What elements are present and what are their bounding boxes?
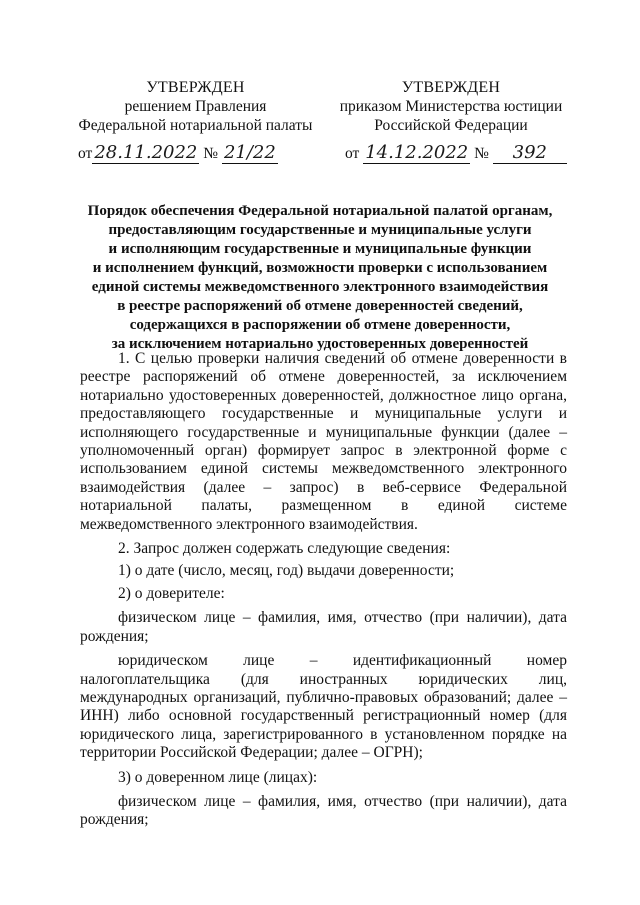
number-label: №: [474, 145, 489, 162]
number-label: №: [203, 145, 219, 162]
title-line: за исключением нотариально удостоверенных доверенностей: [111, 336, 529, 352]
principal-legal-entity: юридическом лице – идентификационный номер налогоплательщика (для иностранных юридических лиц, международных организаций, публично-правовых образований; далее – ИНН) либо основной государственный регистрационный номер (для юридического лица, зарегистрированного в установленном порядке на территории Российской Федерации; далее – ОГРН);: [80, 652, 567, 762]
list-item-date: 1) о дате (число, месяц, год) выдачи доверенности;: [118, 562, 455, 580]
approval-line: решением Правления: [124, 98, 267, 115]
approval-date-line-right: [345, 143, 567, 164]
title-line: единой системы межведомственного электронного взаимодействия: [91, 279, 549, 295]
handwritten-number: 21/22: [223, 142, 276, 163]
approval-heading: УТВЕРЖДЕН: [146, 79, 245, 96]
handwritten-number: 392: [493, 143, 567, 164]
title-line: и исполнением функций, возможности проверки с использованием: [92, 260, 548, 276]
date-prefix: от: [78, 145, 93, 162]
title-line: содержащихся в распоряжении об отмене доверенности,: [129, 317, 511, 333]
approval-block-right: [332, 78, 570, 135]
approval-block-left: [78, 78, 313, 135]
handwritten-date: 28.11.2022: [94, 142, 198, 163]
approval-date-line-left: [78, 143, 278, 164]
title-line: и исполняющим государственные и муниципальные функции: [108, 241, 532, 257]
handwritten-date: 14.12.2022: [365, 142, 469, 163]
principal-individual: физическом лице – фамилия, имя, отчество (при наличии), дата рождения;: [80, 609, 567, 645]
list-item-attorney: 3) о доверенном лице (лицах):: [118, 768, 318, 786]
approval-line: Российской Федерации: [374, 117, 528, 134]
title-line: предоставляющим государственные и муниципальные услуги: [108, 222, 532, 238]
list-item-principal: 2) о доверителе:: [118, 584, 225, 602]
date-prefix: от: [345, 145, 360, 162]
document-body: [80, 350, 567, 836]
document-title: [70, 202, 570, 354]
title-line: Порядок обеспечения Федеральной нотариальной палатой органам,: [87, 203, 553, 219]
title-line: в реестре распоряжений об отмене доверенностей сведений,: [117, 298, 523, 314]
approval-heading: УТВЕРЖДЕН: [401, 79, 501, 96]
paragraph-2: 2. Запрос должен содержать следующие сведения:: [118, 540, 451, 558]
approval-line: приказом Министерства юстиции: [339, 98, 563, 115]
attorney-individual: физическом лице – фамилия, имя, отчество (при наличии), дата рождения;: [80, 792, 567, 829]
paragraph-1: 1. С целью проверки наличия сведений об отмене доверенности в реестре распоряжений об отмене доверенностей, за исключением нотариально удостоверенных доверенностей, должностное лицо органа, предоставляющего государственные и муниципальные услуги и исполняющего государственные и муниципальные функции (далее – уполномоченный орган) формирует запрос в электронной форме с использованием единой системы межведомственного электронного взаимодействия (далее – запрос) в веб-сервисе Федеральной нотариальной палаты, размещенном в единой системе межведомственного электронного взаимодействия.: [80, 350, 567, 533]
approval-line: Федеральной нотариальной палаты: [78, 117, 313, 134]
